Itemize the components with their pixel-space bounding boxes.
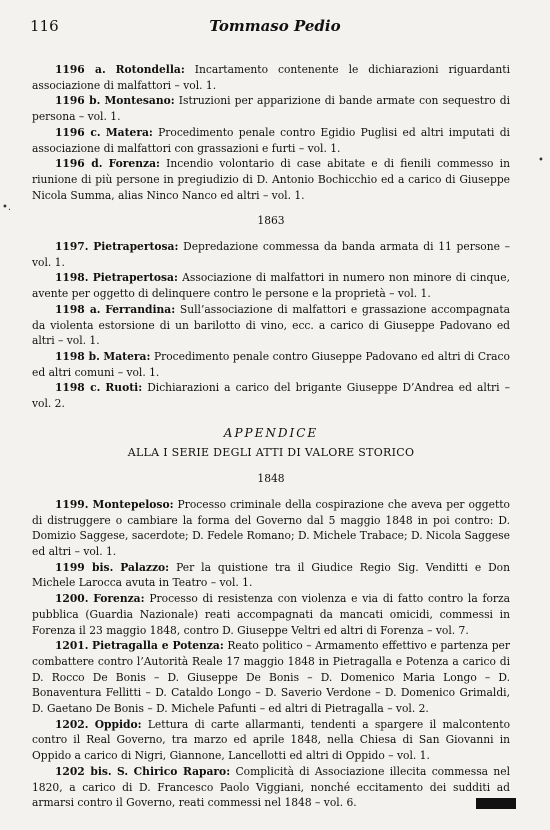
page-number: 116 <box>30 17 59 35</box>
entry <box>32 349 510 380</box>
entry-place: Pietragalla e Potenza: <box>92 639 224 653</box>
entry <box>32 560 510 591</box>
entry-place: S. Chirico Raparo: <box>116 764 231 778</box>
entry <box>32 764 510 811</box>
entry-text: Processo di resistenza con violenza e via di fatto contro la forza pubblica (Guardia Nazionale) reati accompagnati da mancati omicidi, commessi in Forenza il 23 maggio 1848, contro D. Giuseppe Veltri ed altri di Forenza – vol. 7. <box>32 592 510 637</box>
entry-text: Reato politico – Armamento effettivo e partenza per combattere contro l’Autorità Reale 17 maggio 1848 in Pietragalla e Potenza a carico di D. Rocco De Bonis – D. Giuseppe De Bonis – D. Domenico Maria Longo – D. Bonaventura Fellitti – D. Cataldo Longo – D. Saverio Verdone – D. Domenico Grimaldi, D. Gaetano De Bonis – D. Michele Pafunti – ed altri di Pietragalla – vol. 2. <box>32 639 510 716</box>
appendix-subtitle: ALLA I SERIE DEGLI ATTI DI VALORE STORICO <box>127 446 415 460</box>
entry-text: Istruzioni per apparizione di bande armate con sequestro di persona – vol. 1. <box>32 94 510 124</box>
archive-stamp <box>476 798 516 809</box>
entry-place: Rotondella: <box>115 63 185 76</box>
entry-text: Procedimento penale contro Giuseppe Padovano ed altri di Craco ed altri comuni – vol. 1. <box>32 349 510 379</box>
entry <box>32 156 510 203</box>
entry-place: Palazzo: <box>120 560 170 574</box>
margin-mark-left: •. <box>2 202 12 213</box>
entry-number: 1199 bis. <box>55 560 114 574</box>
entry-text: Per la quistione tra il Giudice Regio Sig. Venditti e Don Michele Larocca avuta in Teatro – vol. 1. <box>32 560 510 590</box>
entry-place: Montepeloso: <box>92 497 174 511</box>
entry-text: Incendio volontario di case abitate e di fienili commesso in riunione di più persone in pregiudizio di D. Antonio Bochicchio ed a carico di Giuseppe Nicola Summa, alias Ninco Nanco ed altri – vol. 1. <box>32 157 510 202</box>
entry-number: 1200. <box>55 592 89 606</box>
running-title: Tommaso Pedio <box>209 17 341 35</box>
entry <box>32 62 510 93</box>
entry-place: Matera: <box>103 349 151 363</box>
entry-text: Dichiarazioni a carico del brigante Giuseppe D’Andrea ed altri – vol. 2. <box>32 381 510 411</box>
entry-place: Forenza: <box>108 157 160 171</box>
entry <box>32 497 510 560</box>
entry-number: 1198. <box>55 271 89 285</box>
entry <box>32 93 510 124</box>
entry <box>32 239 510 270</box>
entry-text: Complicità di Associazione illecita commessa nel 1820, a carico di D. Francesco Paolo Viggiani, nonché eccitamento dei sudditi ad armarsi contro il Governo, reati commessi nel 1848 – vol. 6. <box>32 764 510 810</box>
entry-place: Forenza: <box>93 592 145 606</box>
entry-number: 1197. <box>55 240 89 254</box>
appendix-title: APPENDICE <box>223 425 319 440</box>
appendix-section <box>32 497 510 811</box>
entry-number: 1198 b. <box>55 349 100 363</box>
year-heading-1863: 1863 <box>257 214 285 228</box>
section-1863 <box>32 239 510 412</box>
entry-text: Sull’associazione di malfattori e grassazione accompagnata da violenta estorsione di un barilotto di vino, ecc. a carico di Giuseppe Padovano ed altri – vol. 1. <box>32 302 510 348</box>
year-heading-1848: 1848 <box>257 472 285 486</box>
page-header <box>30 17 520 37</box>
entry-text: Procedimento penale contro Egidio Puglisi ed altri imputati di associazione di malfattori con grassazioni e furti – vol. 1. <box>32 125 510 155</box>
entry-number: 1196 d. <box>55 157 103 171</box>
entry-place: Ruoti: <box>105 381 143 395</box>
margin-mark-right: • <box>538 155 544 166</box>
entry <box>32 717 510 764</box>
entry-number: 1201. <box>55 639 89 653</box>
entry <box>32 380 510 411</box>
entry-text: Processo criminale della cospirazione che aveva per oggetto di distruggere o cambiare la forma del Governo dal 5 maggio 1848 in poi contro: D. Domizio Saggese, sacerdote; D. Fedele Romano; D. Michele Trabace; D. Nicola Saggese ed altri – vol. 1. <box>32 497 510 558</box>
entry-number: 1196 a. <box>55 63 106 76</box>
section-1196 <box>32 62 510 203</box>
entry <box>32 125 510 156</box>
entry-text: Depredazione commessa da banda armata di 11 persone – vol. 1. <box>32 240 510 269</box>
entry-number: 1198 c. <box>55 381 101 395</box>
entry-number: 1199. <box>55 497 89 511</box>
entry <box>32 591 510 638</box>
document-body <box>32 62 510 811</box>
entry-place: Pietrapertosa: <box>93 240 179 254</box>
entry-text: Lettura di carte allarmanti, tendenti a spargere il malcontento contro il Real Governo, tra marzo ed aprile 1848, nella Chiesa di San Giovanni in Oppido a carico di Nigri, Giannone, Lancellotti ed altri di Oppido – vol. 1. <box>32 717 510 763</box>
entry-number: 1202 bis. <box>55 764 112 778</box>
entry-place: Pietrapertosa: <box>92 271 178 285</box>
entry <box>32 638 510 717</box>
entry <box>32 270 510 301</box>
entry <box>32 302 510 349</box>
entry-text: Incartamento contenente le dichiarazioni riguardanti associazione di malfattori – vol. 1. <box>32 63 510 92</box>
entry-place: Ferrandina: <box>105 302 176 316</box>
entry-place: Matera: <box>105 125 153 139</box>
entry-number: 1198 a. <box>55 302 101 316</box>
entry-number: 1202. <box>55 717 89 731</box>
entry-place: Montesano: <box>104 94 175 108</box>
entry-place: Oppido: <box>94 717 142 731</box>
entry-text: Associazione di malfattori in numero non minore di cinque, avente per oggetto di delinquere contro le persone e la proprietà – vol. 1. <box>32 271 511 301</box>
entry-number: 1196 c. <box>55 125 101 139</box>
entry-number: 1196 b. <box>55 94 101 108</box>
